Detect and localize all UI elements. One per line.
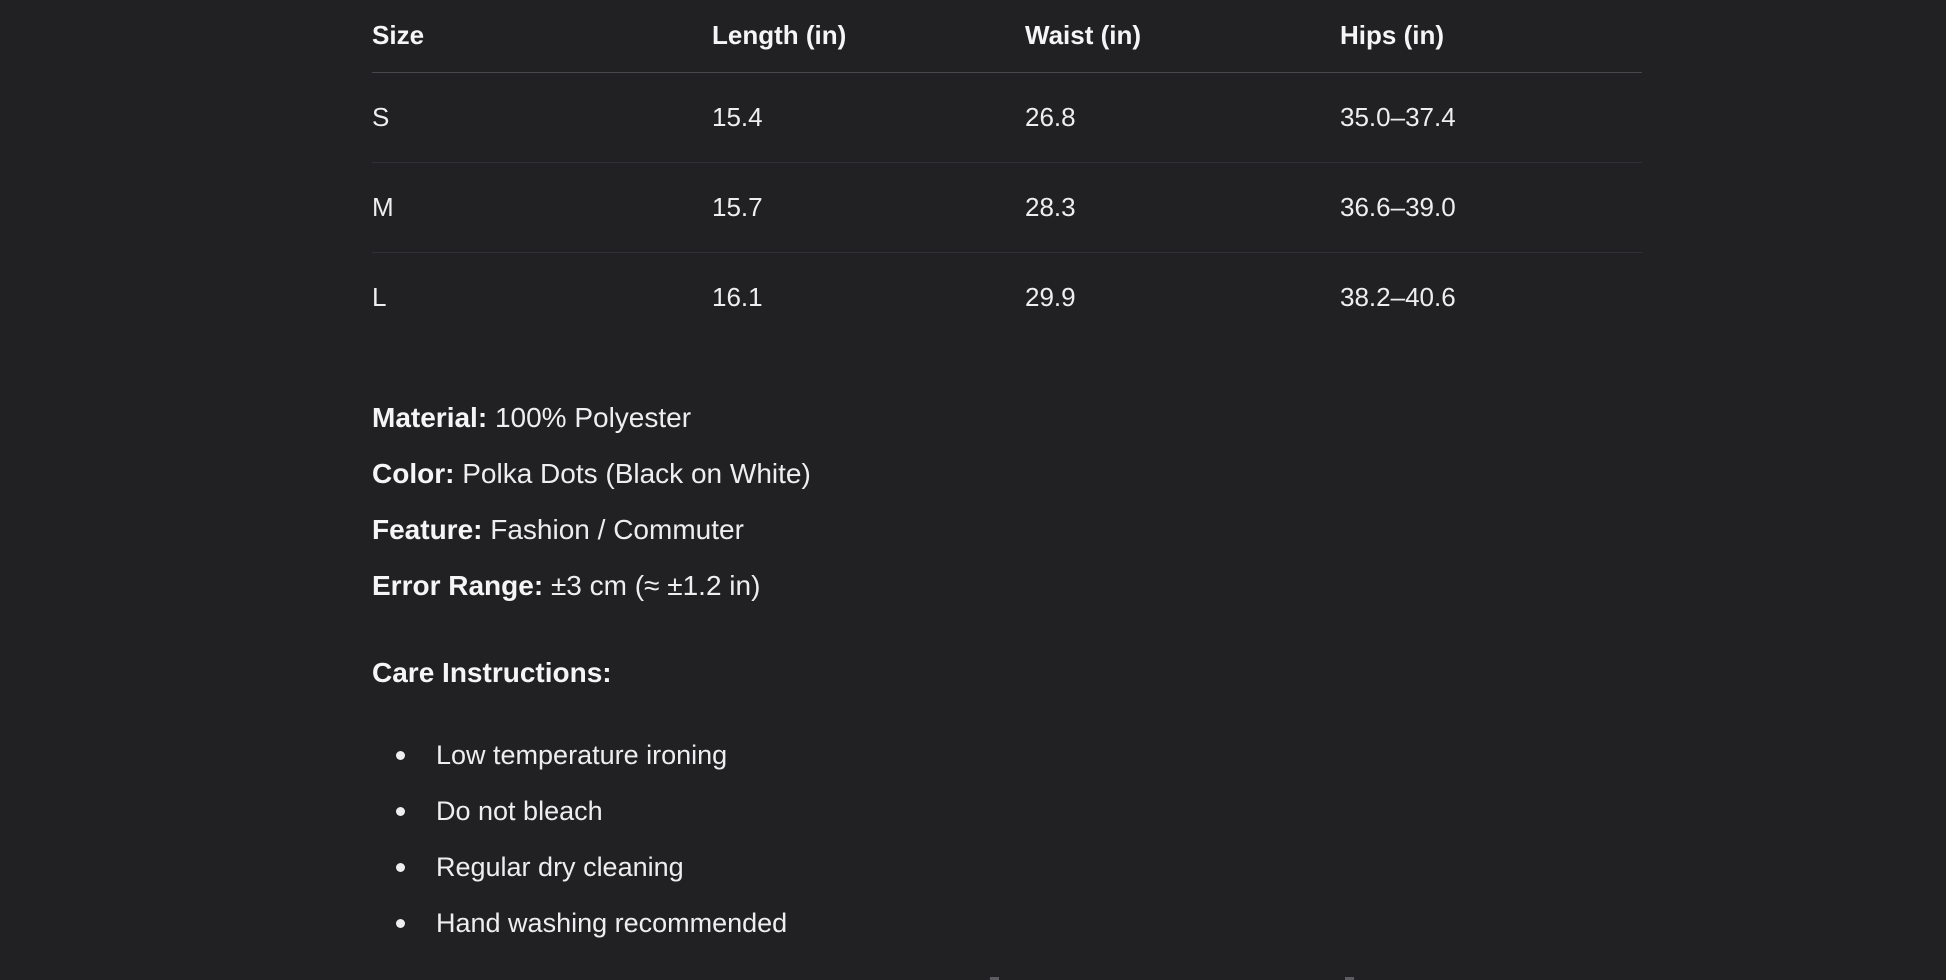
waist-cell: 26.8	[1025, 72, 1340, 162]
table-row	[372, 252, 1642, 342]
attribute-color	[372, 446, 1642, 502]
size-chart-header-row	[372, 0, 1642, 72]
product-attributes	[372, 390, 1642, 614]
size-chart-table	[372, 0, 1642, 342]
care-item-text: Do not bleach	[436, 795, 603, 826]
attribute-label: Feature:	[372, 514, 483, 545]
attribute-label: Material:	[372, 402, 488, 433]
list-item	[372, 783, 1642, 839]
hips-cell: 36.6–39.0	[1340, 162, 1642, 252]
care-item-text: Hand washing recommended	[436, 907, 788, 938]
attribute-value: 100% Polyester	[494, 402, 692, 433]
attribute-feature	[372, 502, 1642, 558]
attribute-value: Polka Dots (Black on White)	[462, 458, 811, 489]
care-instructions-heading: Care Instructions:	[372, 657, 612, 688]
bullet-icon	[396, 919, 405, 928]
bullet-icon	[396, 807, 405, 816]
hips-cell: 35.0–37.4	[1340, 72, 1642, 162]
care-item-text: Regular dry cleaning	[436, 851, 684, 882]
list-item	[372, 727, 1642, 783]
length-cell: 15.7	[712, 162, 1025, 252]
table-row	[372, 72, 1642, 162]
column-header-size: Size	[372, 0, 712, 72]
waist-cell: 29.9	[1025, 281, 1076, 312]
product-details-section	[372, 0, 1642, 951]
waist-cell: 28.3	[1025, 162, 1340, 252]
hips-cell: 38.2–40.6	[1340, 281, 1456, 312]
column-header-hips: Hips (in)	[1340, 0, 1642, 72]
attribute-material	[372, 390, 1642, 446]
bullet-icon	[396, 863, 405, 872]
list-item	[372, 839, 1642, 895]
column-header-waist: Waist (in)	[1025, 0, 1340, 72]
care-item-text: Low temperature ironing	[436, 739, 728, 770]
attribute-value: Fashion / Commuter	[490, 514, 744, 545]
size-cell: M	[372, 162, 712, 252]
attribute-error-range	[372, 558, 1642, 614]
care-instructions-list	[372, 727, 1642, 951]
attribute-label: Error Range:	[372, 570, 544, 601]
bullet-icon	[396, 751, 405, 760]
attribute-value: ±3 cm (≈ ±1.2 in)	[550, 570, 761, 601]
length-cell: 16.1	[712, 281, 763, 312]
length-cell: 15.4	[712, 72, 1025, 162]
size-cell: L	[372, 281, 387, 312]
attribute-label: Color:	[372, 458, 455, 489]
table-row	[372, 162, 1642, 252]
list-item	[372, 895, 1642, 951]
size-cell: S	[372, 72, 712, 162]
column-header-length: Length (in)	[712, 0, 1025, 72]
